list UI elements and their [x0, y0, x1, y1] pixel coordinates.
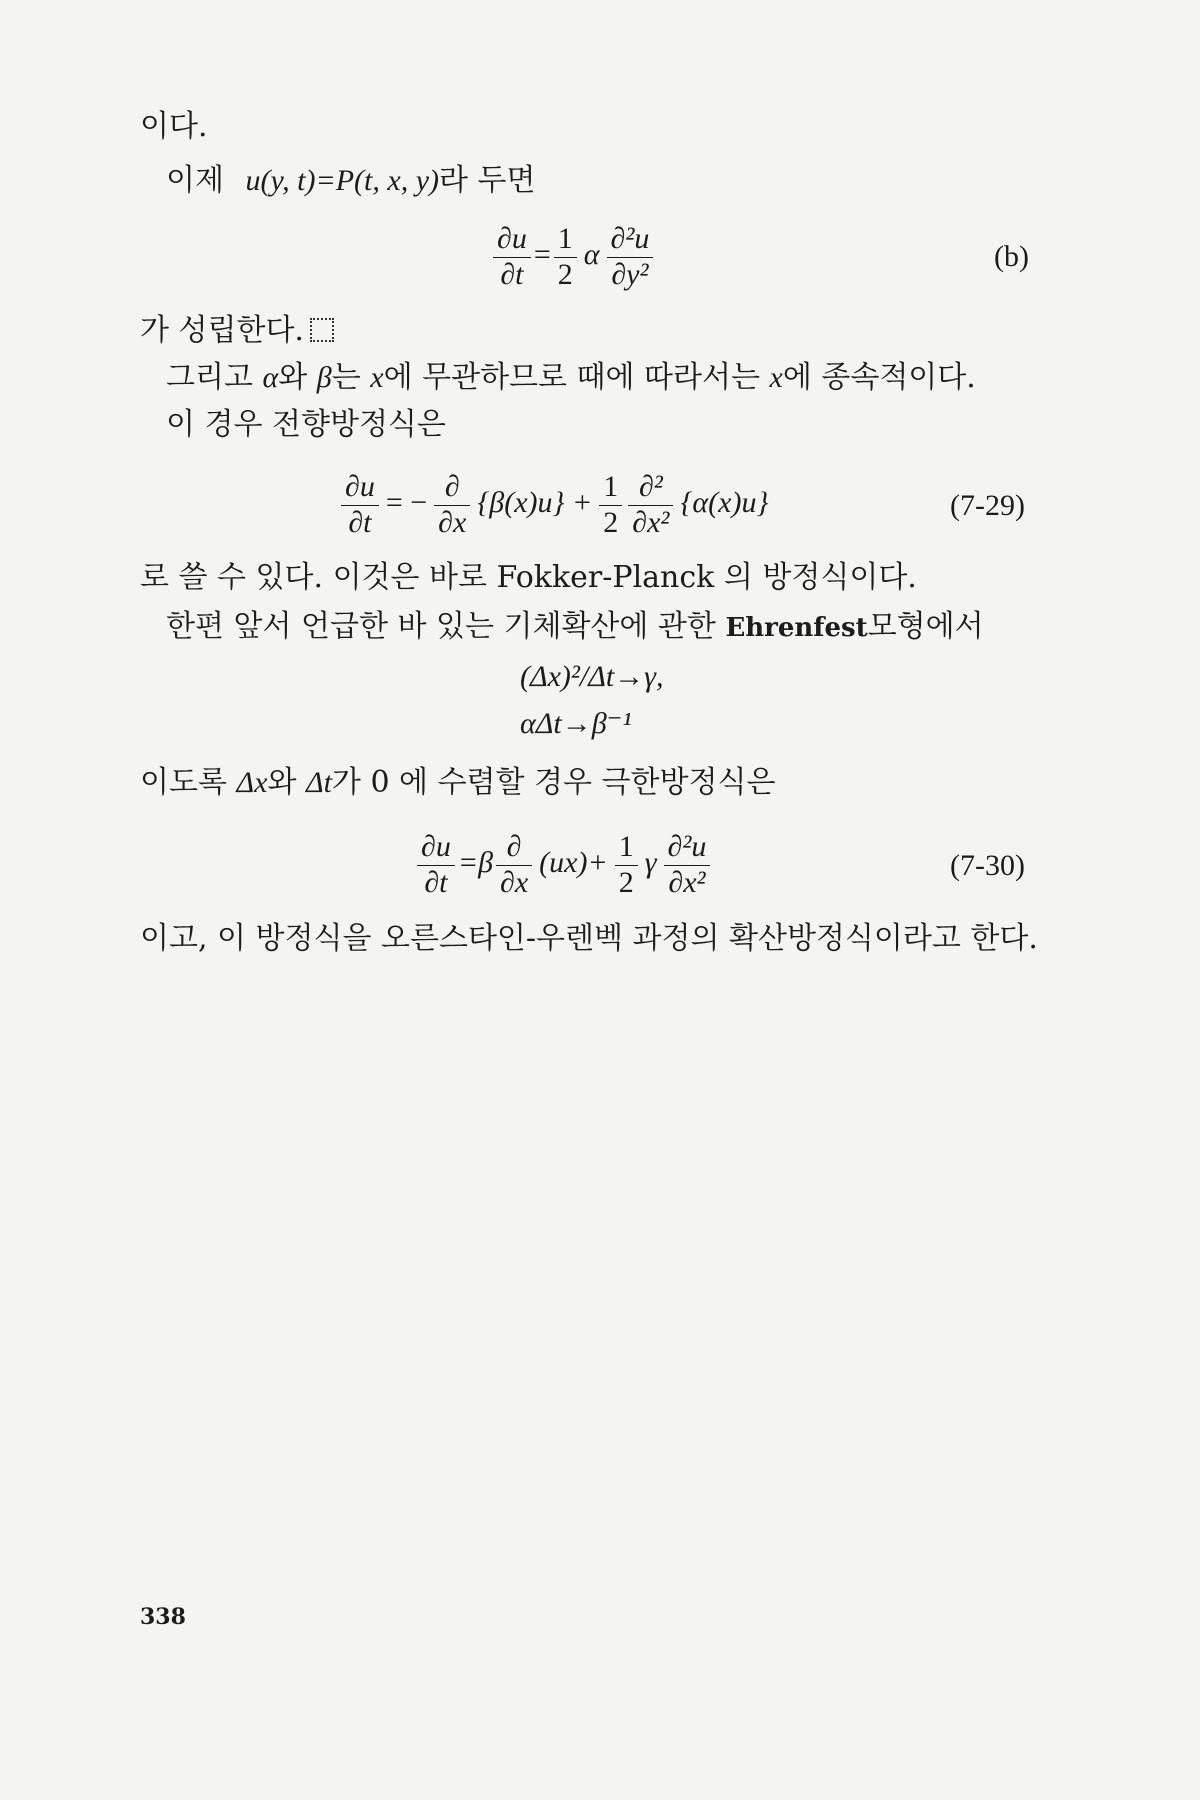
korean-text: 이제 [166, 163, 224, 198]
text-line-3 [140, 313, 334, 348]
limit-condition-2: αΔt→β⁻¹ [520, 707, 632, 740]
korean-text: 이다. [140, 109, 208, 144]
text-line-1 [140, 109, 208, 144]
equation-b: $\frac{\partial u}{\partial t}$ = $\frac{1}{2}$ α $\frac{\text{∂²u}}{\text{∂y²}}$ [490, 222, 656, 292]
equation-label-7-29: (7-29) [950, 489, 1025, 522]
limit-condition-1: (Δx)²/Δt→γ, [520, 660, 664, 693]
text-line-7: 한편 앞서 언급한 바 있는 기체확산에 관한 Ehrenfest모형에서 [166, 609, 984, 644]
text-line-2 [166, 163, 536, 198]
equation-label-7-30: (7-30) [950, 849, 1025, 882]
fraction: $\frac{\partial u}{\partial t}$ [493, 222, 531, 292]
equation-7-30: $\frac{\partial u}{\partial t}$ =β $\frac{\partial}{\partial x}$ (ux)+ $\frac{1}{2}$ γ $\frac{\text{∂²u}}{\text{∂x²}}$ [414, 830, 713, 900]
korean-text: 라 두면 [439, 163, 536, 198]
text-line-6: 로 쓸 수 있다. 이것은 바로 Fokker-Planck 의 방정식이다. [140, 560, 917, 595]
text-line-8: 이도록 Δx와 Δt가 0 에 수렴할 경우 극한방정식은 [140, 765, 776, 800]
text-line-9: 이고, 이 방정식을 오른스타인-우렌벡 과정의 확산방정식이라고 한다. [140, 921, 1038, 956]
page-number: 338 [140, 1604, 186, 1630]
qed-box-icon [310, 318, 334, 342]
equation-label-b: (b) [994, 240, 1029, 273]
korean-text: 가 성립한다. [140, 313, 304, 348]
equation-7-29: $\frac{\partial u}{\partial t}$ = − $\frac{\partial}{\partial x}$ {β(x)u} + $\frac{1}{2}$ $\frac{\text{∂²}}{\text{∂x²}}$ {α(x)u} [338, 470, 768, 540]
fraction: $\frac{1}{2}$ [554, 222, 577, 292]
inline-math: u(y, t)=P(t, x, y) [245, 164, 440, 197]
text-line-4: 그리고 α와 β는 x에 무관하므로 때에 따라서는 x에 종속적이다. [166, 360, 976, 395]
text-line-5: 이 경우 전향방정식은 [166, 407, 446, 442]
fraction: $\frac{\text{∂²u}}{\text{∂y²}}$ [607, 222, 654, 292]
